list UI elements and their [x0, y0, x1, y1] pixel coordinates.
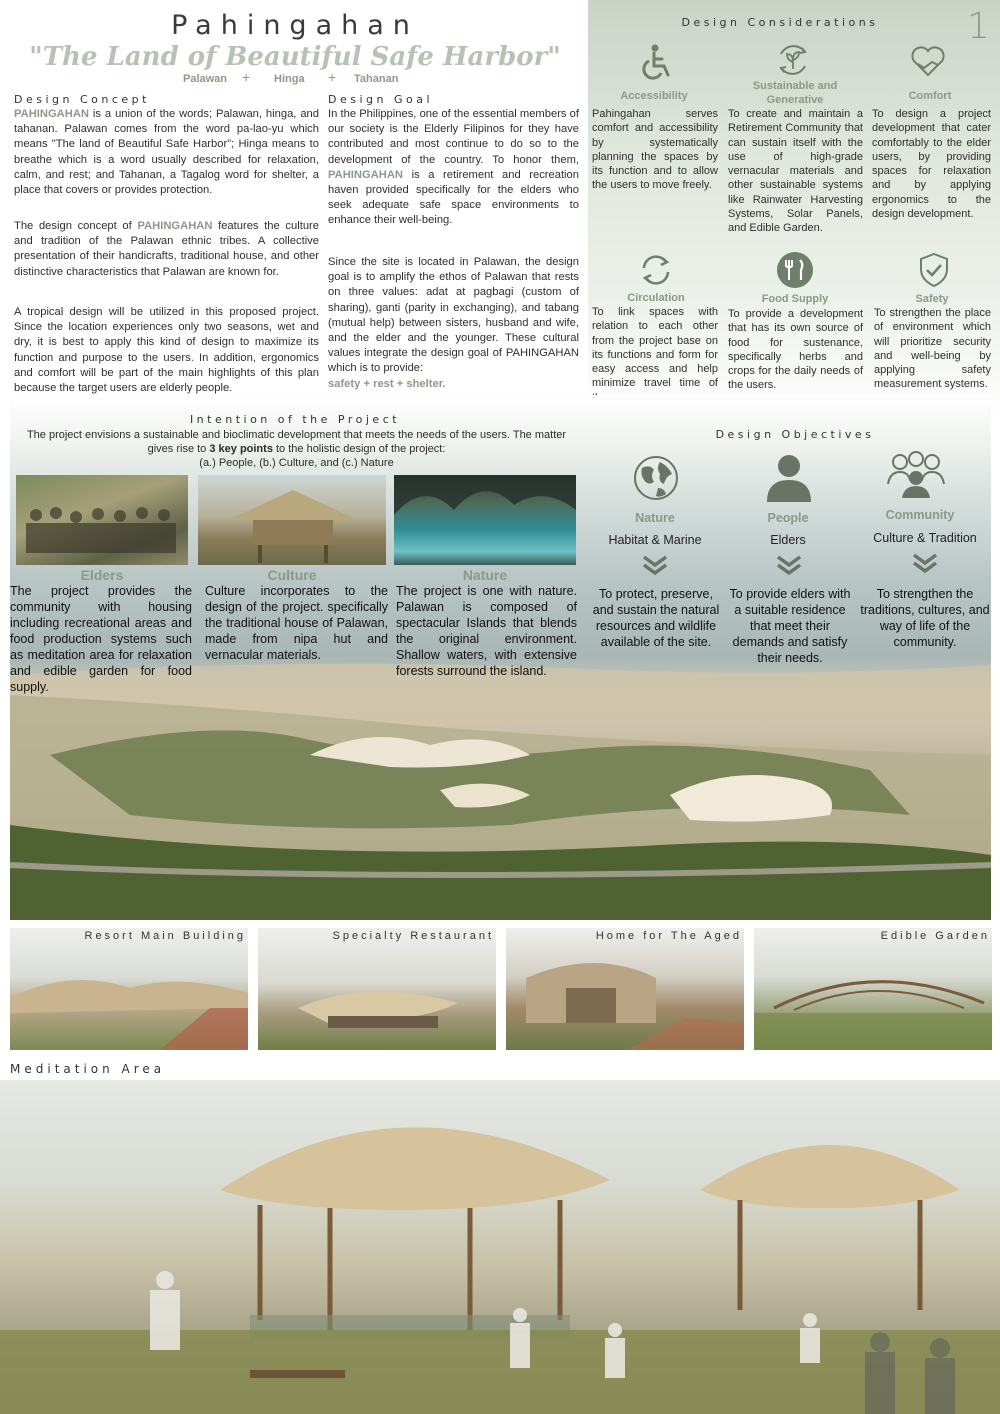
- consideration-text: To strengthen the place of environment which will prioritize security and well-being by applying safety measurement systems.: [874, 307, 991, 391]
- culture-photo: [198, 475, 386, 565]
- meditation-label: Meditation Area: [10, 1062, 166, 1076]
- concept-text: features the culture and tradition of the Palawan ethnic tribes. A collective presentation of their handicrafts, traditional house, and other distinctive characteristics that Palawan are known for.: [14, 220, 319, 278]
- safety-icon: [914, 250, 954, 290]
- word-tahanan: Tahanan: [354, 73, 399, 85]
- consideration-text: Pahingahan serves comfort and accessibility by systematically planning the spaces by its function and to allow the users to move freely.: [592, 108, 718, 192]
- brand-name: PAHINGAHAN: [328, 168, 403, 181]
- concept-paragraph-3: A tropical design will be utilized in this proposed project. Since the location experiences only two seasons, wet and dry, it is best to apply this kind of design to maximize its function and purpose to the users. In addition, ergonomics and comfort will be part of the main highlights of this plan because the target users are elderly people.: [14, 306, 319, 395]
- resort-main-building-render: [10, 928, 248, 1050]
- considerations-heading: Design Considerations: [681, 16, 879, 29]
- nature-photo: [394, 475, 576, 565]
- sustainability-icon: [773, 40, 813, 80]
- consideration-title: Safety: [915, 293, 949, 305]
- person-icon: [764, 452, 814, 502]
- page-subtitle: "The Land of Beautiful Safe Harbor": [29, 42, 561, 72]
- accessibility-icon: [636, 42, 676, 82]
- chevron-down-icon: [775, 554, 803, 576]
- chevron-down-icon: [911, 552, 939, 574]
- objective-text: To strengthen the traditions, cultures, and way of life of the community.: [860, 587, 990, 649]
- objective-text: To provide elders with a suitable residence that meet their demands and satisfy their needs.: [729, 587, 851, 665]
- card-text: Culture incorporates to the design of the project. specifically the traditional house of Palawan, made from nipa hut and vernacular materials.: [205, 584, 388, 662]
- word-palawan: Palawan: [183, 73, 228, 85]
- specialty-restaurant-render: [258, 928, 496, 1050]
- brand-name: PAHINGAHAN: [14, 108, 89, 120]
- intention-text-part: to the holistic design of the project:: [272, 443, 446, 455]
- objective-title: Community: [885, 508, 955, 522]
- consideration-title: Circulation: [627, 292, 685, 304]
- card-title: Elders: [80, 567, 124, 583]
- objective-title: People: [767, 511, 809, 525]
- render-label: Home for The Aged: [595, 930, 742, 942]
- objective-title: Nature: [635, 511, 675, 525]
- food-supply-icon: [775, 250, 815, 290]
- intention-points: (a.) People, (b.) Culture, and (c.) Nature: [199, 457, 394, 469]
- card-text: The project provides the community with housing including recreational areas and food production systems such as meditation area for relaxation and edible garden for food supply.: [10, 584, 192, 694]
- concept-heading: Design Concept: [14, 93, 150, 106]
- concept-paragraph-1: [14, 107, 319, 198]
- goal-emphasis: safety + rest + shelter.: [328, 377, 446, 390]
- consideration-title: Accessibility: [620, 90, 688, 102]
- circulation-icon: [636, 250, 676, 290]
- card-text: The project is one with nature. Palawan is composed of spectacular Islands that blends the original environment. Shallow waters, with extensive forests surround the island.: [396, 584, 577, 678]
- goal-text: In the Philippines, one of the essential members of our society is the Elderly Filipinos for they have contributed and most continue to do so to the development of the country. To honor them,: [328, 108, 579, 166]
- intention-text: [14, 428, 579, 470]
- goal-text: is a retirement and recreation haven provided specifically for the elders who seek adequate safe space environments to enhance their well-being.: [328, 168, 579, 227]
- consideration-title: Food Supply: [761, 293, 829, 305]
- render-label: Edible Garden: [880, 930, 990, 942]
- meditation-area-render: [0, 1080, 1000, 1414]
- edible-garden-render: [754, 928, 992, 1050]
- chevron-down-icon: [641, 554, 669, 576]
- consideration-text: To create and maintain a Retirement Community that can sustain itself with the use of high-grade vernacular materials and other sustainable systems like Rainwater Harvesting Systems, Solar Panels, and Edible Garden.: [728, 108, 863, 235]
- page-title: Pahingahan: [171, 10, 419, 41]
- concept-text: The design concept of: [14, 220, 138, 232]
- render-label: Resort Main Building: [84, 930, 246, 942]
- goal-heading: Design Goal: [328, 93, 434, 106]
- plus-sign: +: [328, 69, 337, 85]
- goal-paragraph-1: [328, 107, 579, 229]
- card-title: Culture: [267, 567, 317, 583]
- objective-subtitle: Elders: [770, 533, 806, 547]
- card-title: Nature: [462, 567, 508, 583]
- objective-subtitle: Culture & Tradition: [873, 531, 977, 545]
- elders-photo: [16, 475, 188, 565]
- objective-subtitle: Habitat & Marine: [608, 533, 702, 547]
- comfort-icon: [908, 42, 948, 82]
- consideration-title: Comfort: [908, 90, 952, 102]
- consideration-text: To design a project development that cater comfortably to the elder users, by providing spaces for relaxation and by applying ergonomics to the design development.: [872, 108, 991, 221]
- brand-name: PAHINGAHAN: [137, 220, 213, 232]
- goal-text: Since the site is located in Palawan, the design goal is to amplify the ethos of Palawan that rests on three values: adat at pagbagi (custom of sharing), ganti (parity in exchanging), and tabang (mutual help) between sisters, husband and wife, and the elder and the younger. These cultural values integrate the design goal of PAHINGAHAN which is to provide:: [328, 256, 579, 375]
- goal-paragraph-2: [328, 255, 579, 392]
- consideration-text: To link spaces with relation to each other from the project base on its functions and form for easy access and help minimize travel time of: [592, 306, 718, 390]
- consideration-title: Sustainable and Generative: [752, 80, 838, 106]
- consideration-text: To provide a development that has its own source of food for sustenance, specifically herbs and crops for the daily needs of the users.: [728, 308, 863, 392]
- plus-sign: +: [242, 69, 251, 85]
- objective-text: To protect, preserve, and sustain the natural resources and wildlife available of the site.: [592, 587, 720, 649]
- page-number: 1: [967, 6, 990, 47]
- concept-paragraph-2: [14, 219, 319, 280]
- intention-text-part: The project envisions a sustainable and bioclimatic development that meets the needs of the users. The matter gives rise to: [26, 429, 567, 455]
- home-for-aged-render: [506, 928, 744, 1050]
- intention-emphasis: 3 key points: [209, 443, 273, 455]
- community-icon: [884, 450, 948, 500]
- concept-text: is a union of the words; Palawan, hinga, and tahanan. Palawan comes from the word pa-lao-yu which means "The land of Beautiful Safe Harbor"; Hinga means to breathe which is a word usually described for relaxation, calm, and rest; and Tahanan, a Tagalog word for shelter, a place that covers or provides protection.: [14, 108, 319, 197]
- globe-icon: [632, 454, 680, 502]
- intention-heading: Intention of the Project: [189, 413, 401, 426]
- word-hinga: Hinga: [274, 73, 305, 85]
- objectives-heading: Design Objectives: [715, 428, 875, 441]
- render-label: Specialty Restaurant: [332, 930, 494, 942]
